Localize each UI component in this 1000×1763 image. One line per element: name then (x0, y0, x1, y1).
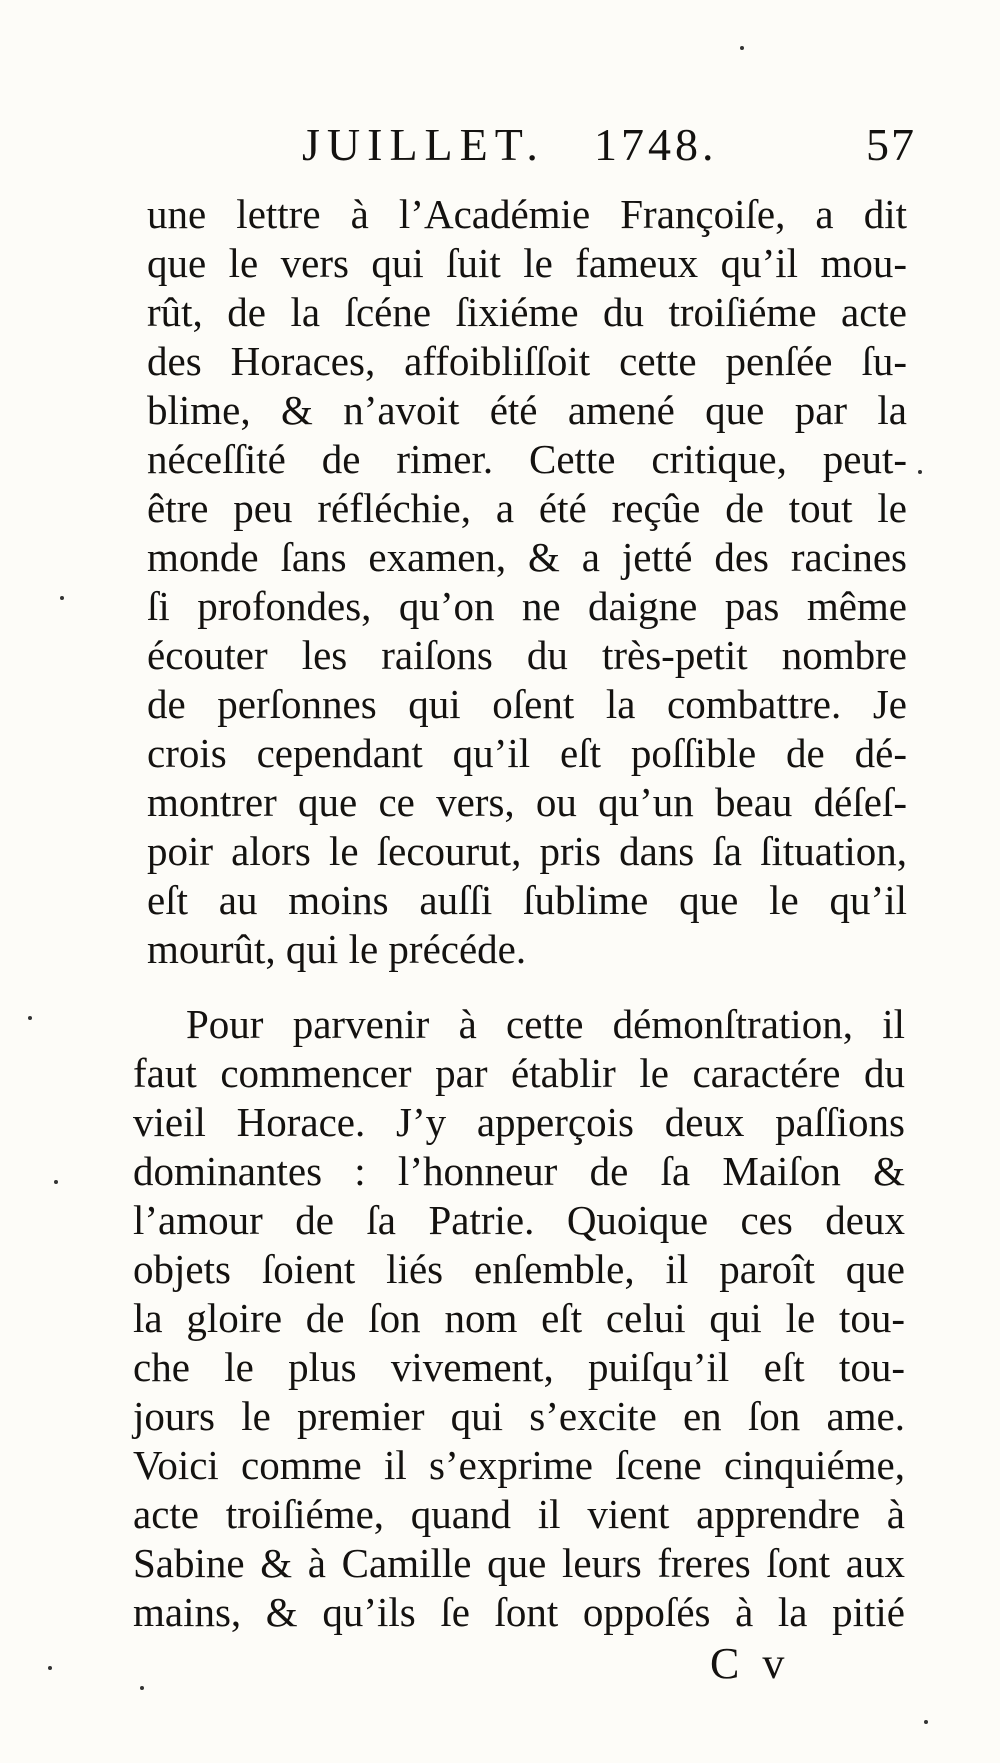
running-header (0, 118, 1000, 182)
paper-speck (924, 1720, 928, 1724)
paragraph-2 (133, 1000, 905, 1637)
paper-speck (740, 46, 744, 50)
text-line: mourût, qui le précéde. (147, 926, 527, 972)
text-line: Pour parvenir à cette démonſtration, il (186, 1001, 905, 1047)
text-line: de perſonnes qui oſent la combattre. Je (147, 681, 907, 727)
page-number: 57 (866, 119, 916, 170)
text-line: dominantes : l’honneur de ſa Maiſon & (133, 1148, 905, 1194)
text-line: ſi profondes, qu’on ne daigne pas même (147, 583, 907, 629)
text-line: che le plus vivement, puiſqu’il eſt tou- (133, 1344, 905, 1390)
header-year: 1748. (594, 119, 718, 170)
paper-speck (918, 470, 922, 474)
text-line: Sabine & à Camille que leurs freres ſont aux (133, 1540, 905, 1586)
text-line: mains, & qu’ils ſe ſont oppoſés à la pitié (133, 1589, 905, 1635)
text-line: acte troiſiéme, quand il vient apprendre à (133, 1491, 905, 1537)
text-line: blime, & n’avoit été amené que par la (147, 387, 907, 433)
text-line: être peu réfléchie, a été reçûe de tout le (147, 485, 907, 531)
text-line: faut commencer par établir le caractére du (133, 1050, 905, 1096)
paragraph-1 (147, 190, 907, 974)
paper-speck (60, 596, 64, 600)
text-line: vieil Horace. J’y apperçois deux paſſions (133, 1099, 905, 1145)
text-line: l’amour de ſa Patrie. Quoique ces deux (133, 1197, 905, 1243)
paper-speck (54, 1180, 58, 1184)
text-line: écouter les raiſons du très-petit nombre (147, 632, 907, 678)
paper-speck (48, 1666, 52, 1670)
text-line: Voici comme il s’exprime ſcene cinquiéme, (133, 1442, 905, 1488)
text-line: que le vers qui ſuit le fameux qu’il mou- (147, 240, 907, 286)
text-line: jours le premier qui s’excite en ſon ame. (133, 1393, 905, 1439)
text-line: la gloire de ſon nom eſt celui qui le tou- (133, 1295, 905, 1341)
text-line: eſt au moins auſſi ſublime que le qu’il (147, 877, 907, 923)
text-line: montrer que ce vers, ou qu’un beau déſeſ- (147, 779, 907, 825)
text-line: néceſſité de rimer. Cette critique, peut- (147, 436, 907, 482)
signature-mark: C v (710, 1639, 791, 1688)
text-line: des Horaces, affoibliſſoit cette penſée ſu- (147, 338, 907, 384)
text-line: une lettre à l’Académie Françoiſe, a dit (147, 191, 907, 237)
paper-speck (140, 1686, 144, 1690)
text-line: rût, de la ſcéne ſixiéme du troiſiéme acte (147, 289, 907, 335)
paper-speck (28, 1016, 32, 1020)
text-line: crois cependant qu’il eſt poſſible de dé- (147, 730, 907, 776)
text-line: monde ſans examen, & a jetté des racines (147, 534, 907, 580)
header-month: JUILLET. (302, 119, 545, 170)
text-line: objets ſoient liés enſemble, il paroît que (133, 1246, 905, 1292)
text-line: poir alors le ſecourut, pris dans ſa ſituation, (147, 828, 907, 874)
